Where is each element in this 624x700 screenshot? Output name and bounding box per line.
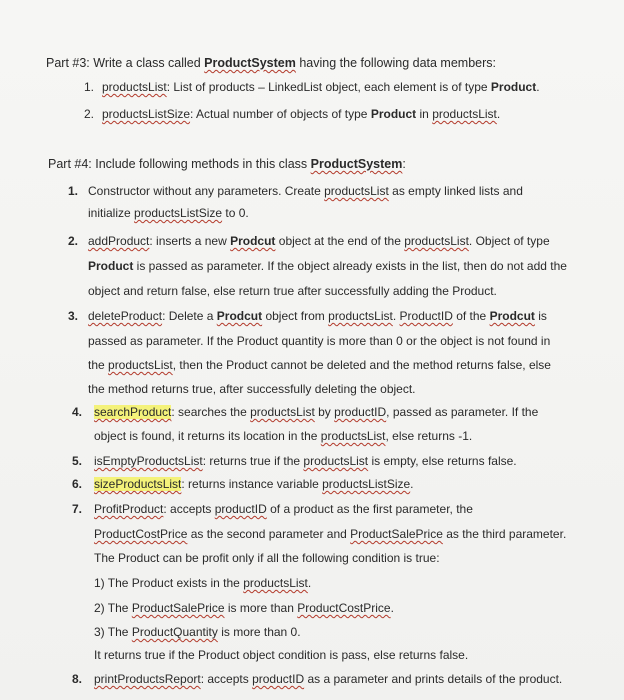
method-7-line-1: 7. ProfitProduct: accepts productID of a product as the first parameter, the — [72, 502, 473, 516]
method-1-line-2: initialize productsListSize to 0. — [88, 206, 249, 220]
part3-item-1: 1. productsList: List of products – LinkedList object, each element is of type Product. — [84, 80, 540, 94]
method-3-line-4: the method returns true, after successfully deleting the object. — [88, 382, 416, 396]
method-8-line-1: 8. printProductsReport: accepts productID as a parameter and prints details of the product. — [72, 672, 563, 686]
method-7-line-2: ProductCostPrice as the second parameter and ProductSalePrice as the third parameter. — [94, 527, 567, 541]
method-3-line-1: 3. deleteProduct: Delete a Prodcut object from productsList. ProductID of the Prodcut is — [68, 309, 547, 323]
method-2-line-1: 2. addProduct: inserts a new Prodcut object at the end of the productsList. Object of type — [68, 234, 550, 248]
method-7-condition-3: 3) The ProductQuantity is more than 0. — [94, 625, 301, 639]
method-7-condition-2: 2) The ProductSalePrice is more than ProductCostPrice. — [94, 601, 394, 615]
method-5-line-1: 5. isEmptyProductsList: returns true if the productsList is empty, else returns false. — [72, 454, 517, 468]
method-7-condition-1: 1) The Product exists in the productsList. — [94, 576, 312, 590]
method-4-line-1: 4. searchProduct: searches the productsList by productID, passed as parameter. If the — [72, 405, 539, 419]
method-4-line-2: object is found, it returns its location in the productsList, else returns -1. — [94, 429, 473, 443]
part4-heading: Part #4: Include following methods in this class ProductSystem: — [48, 157, 406, 171]
method-7-line-4: It returns true if the Product object condition is pass, else returns false. — [94, 648, 469, 662]
part3-item-2: 2. productsListSize: Actual number of objects of type Product in productsList. — [84, 107, 501, 121]
part3-heading: Part #3: Write a class called ProductSystem having the following data members: — [46, 56, 496, 70]
class-name: ProductSystem — [204, 56, 296, 70]
method-3-line-2: passed as parameter. If the Product quantity is more than 0 or the object is not found in — [88, 334, 551, 348]
method-6-line-1: 6. sizeProductsList: returns instance variable productsListSize. — [72, 477, 414, 491]
method-1-line-1: 1. Constructor without any parameters. Create productsList as empty linked lists and — [68, 184, 523, 198]
method-2-line-2: Product is passed as parameter. If the object already exists in the list, then do not add the — [88, 259, 567, 273]
class-name: ProductSystem — [310, 157, 403, 171]
method-3-line-3: the productsList, then the Product cannot be deleted and the method returns false, else — [88, 358, 551, 372]
method-7-line-3: The Product can be profit only if all the following condition is true: — [94, 551, 440, 565]
method-2-line-3: object and return false, else return true after successfully adding the Product. — [88, 284, 497, 298]
